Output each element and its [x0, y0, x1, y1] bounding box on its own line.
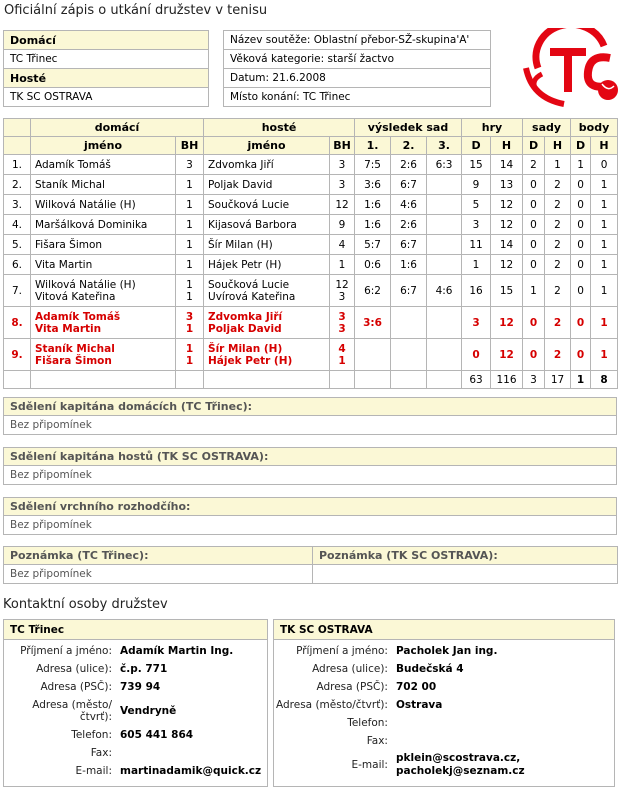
contact-field-label: Příjmení a jméno: — [20, 645, 112, 657]
home-bh-line: 1 — [185, 354, 194, 367]
home-players — [31, 275, 176, 307]
sets-home: 0 — [523, 175, 545, 195]
header-guest: hosté — [204, 119, 355, 137]
contact-field-label: Adresa (PSČ): — [316, 681, 388, 693]
guest-bh-line: 3 — [338, 290, 346, 303]
match-venue: Místo konání: TC Třinec — [224, 88, 491, 107]
home-player-line: Wilková Natálie (H) — [35, 278, 136, 291]
guest-captain-note — [3, 447, 617, 485]
home-players — [31, 175, 176, 195]
games-guest: 13 — [491, 175, 523, 195]
contact-row — [274, 642, 614, 660]
contact-row — [4, 660, 267, 678]
home-player-line: Staník Michal — [35, 178, 105, 191]
set-1-score: 3:6 — [355, 175, 391, 195]
points-guest: 1 — [591, 195, 618, 215]
home-bh — [176, 195, 204, 215]
guest-player-line: Uvírová Kateřina — [208, 290, 296, 303]
points-guest: 0 — [591, 155, 618, 175]
referee-note-title: Sdělení vrchního rozhodčího: — [4, 498, 617, 516]
total-sets-h: 17 — [545, 371, 571, 389]
guest-players — [204, 339, 330, 371]
matches-table — [3, 118, 618, 389]
set-3-score: 6:3 — [427, 155, 462, 175]
set-3-score — [427, 235, 462, 255]
age-category: Věková kategorie: starší žactvo — [224, 50, 491, 69]
home-bh — [176, 215, 204, 235]
guest-bh — [330, 215, 355, 235]
header-points-h: H — [591, 137, 618, 155]
header-set-1: 1. — [355, 137, 391, 155]
contact-field-label: Příjmení a jméno: — [296, 645, 388, 657]
set-3-score — [427, 339, 462, 371]
games-home: 16 — [462, 275, 491, 307]
sets-home: 0 — [523, 255, 545, 275]
match-number: 5. — [4, 235, 31, 255]
sets-guest: 1 — [545, 155, 571, 175]
guest-player-line: Poljak David — [208, 178, 273, 191]
header-home-name: jméno — [31, 137, 176, 155]
set-1-score: 7:5 — [355, 155, 391, 175]
guest-contact-box — [273, 619, 615, 787]
home-bh-line: 1 — [186, 198, 193, 211]
games-guest: 15 — [491, 275, 523, 307]
header-home: domácí — [31, 119, 204, 137]
contact-field-value: Pacholek Jan ing. — [395, 645, 498, 657]
set-3-score — [427, 215, 462, 235]
games-guest: 12 — [491, 215, 523, 235]
set-1-score: 1:6 — [355, 195, 391, 215]
points-home: 0 — [571, 195, 591, 215]
home-bh — [176, 175, 204, 195]
sets-guest: 2 — [545, 175, 571, 195]
guest-players — [204, 155, 330, 175]
set-2-score: 2:6 — [391, 215, 427, 235]
guest-players — [204, 215, 330, 235]
contact-row — [4, 696, 267, 726]
contact-field-label: Telefon: — [347, 717, 388, 729]
guest-player-line: Hájek Petr (H) — [208, 354, 293, 367]
games-guest: 12 — [491, 195, 523, 215]
home-players — [31, 195, 176, 215]
guest-remark-title: Poznámka (TK SC OSTRAVA): — [313, 547, 618, 565]
contact-field-value[interactable]: martinadamik@quick.cz — [120, 765, 262, 777]
contact-field-value: č.p. 771 — [120, 663, 168, 675]
contact-field-label: Telefon: — [71, 729, 112, 741]
points-guest: 1 — [591, 255, 618, 275]
games-home: 15 — [462, 155, 491, 175]
header-sets-h: H — [545, 137, 571, 155]
contact-field-value: 605 441 864 — [120, 729, 194, 741]
header-set-3: 3. — [427, 137, 462, 155]
sets-guest: 2 — [545, 275, 571, 307]
set-3-score — [427, 307, 462, 339]
guest-team-name: TK SC OSTRAVA — [4, 88, 209, 107]
games-home: 5 — [462, 195, 491, 215]
header-guest-bh: BH — [330, 137, 355, 155]
total-points-h: 8 — [591, 371, 618, 389]
home-player-line: Wilková Natálie (H) — [35, 198, 136, 211]
points-home: 0 — [571, 215, 591, 235]
home-captain-note-text: Bez připomínek — [4, 416, 617, 435]
home-bh-line: 1 — [186, 278, 193, 291]
home-player-line: Fišara Šimon — [35, 238, 103, 251]
match-row — [4, 307, 618, 339]
match-number: 9. — [4, 339, 31, 371]
set-3-score: 4:6 — [427, 275, 462, 307]
guest-players — [204, 275, 330, 307]
total-sets-d: 3 — [523, 371, 545, 389]
set-2-score: 6:7 — [391, 175, 427, 195]
contact-row — [274, 714, 614, 732]
games-guest: 12 — [491, 339, 523, 371]
header-guest-name: jméno — [204, 137, 330, 155]
guest-bh — [330, 339, 355, 371]
page-title: Oficiální zápis o utkání družstev v tenisu — [4, 3, 268, 18]
guest-bh — [330, 307, 355, 339]
set-3-score — [427, 175, 462, 195]
home-bh-line: 3 — [186, 158, 193, 171]
points-guest: 1 — [591, 215, 618, 235]
contacts-title: Kontaktní osoby družstev — [3, 597, 168, 612]
set-1-score: 3:6 — [355, 307, 391, 339]
games-home: 1 — [462, 255, 491, 275]
guest-bh — [330, 175, 355, 195]
contact-row — [4, 678, 267, 696]
guest-player-line: Součková Lucie — [208, 278, 290, 291]
set-1-score: 6:2 — [355, 275, 391, 307]
contact-row — [4, 726, 267, 744]
set-2-score: 6:7 — [391, 275, 427, 307]
sets-guest: 2 — [545, 255, 571, 275]
guest-bh-line: 12 — [335, 198, 349, 211]
games-guest: 12 — [491, 255, 523, 275]
contact-field-label: Adresa (PSČ): — [40, 681, 112, 693]
header-sets: sady — [523, 119, 571, 137]
guest-player-line: Poljak David — [208, 322, 282, 335]
home-bh — [176, 275, 204, 307]
points-home: 0 — [571, 235, 591, 255]
guest-player-line: Zdvomka Jiří — [208, 158, 274, 171]
guest-bh — [330, 195, 355, 215]
sets-guest: 2 — [545, 339, 571, 371]
contact-field-value: Ostrava — [395, 699, 443, 711]
set-2-score — [391, 339, 427, 371]
match-row — [4, 275, 618, 307]
match-number: 8. — [4, 307, 31, 339]
contact-field-label: E-mail: — [75, 765, 112, 777]
referee-note — [3, 497, 617, 535]
guest-bh-line: 3 — [338, 310, 346, 323]
guest-bh — [330, 275, 355, 307]
contact-field-value: 739 94 — [120, 681, 161, 693]
home-players — [31, 215, 176, 235]
guest-bh — [330, 155, 355, 175]
guest-captain-note-text: Bez připomínek — [4, 466, 617, 485]
home-remark-title: Poznámka (TC Třinec): — [4, 547, 313, 565]
games-home: 9 — [462, 175, 491, 195]
home-bh-line: 3 — [185, 310, 194, 323]
contact-field-label: Adresa (město/čtvrť): — [276, 699, 388, 711]
sets-home: 0 — [523, 339, 545, 371]
home-player-line: Vita Martin — [35, 258, 93, 271]
guest-bh-line: 3 — [338, 158, 346, 171]
home-remark-text: Bez připomínek — [4, 565, 313, 584]
home-players — [31, 255, 176, 275]
match-row — [4, 195, 618, 215]
set-2-score: 1:6 — [391, 255, 427, 275]
guest-player-line: Hájek Petr (H) — [208, 258, 282, 271]
sets-home: 2 — [523, 155, 545, 175]
sets-home: 0 — [523, 215, 545, 235]
home-bh — [176, 307, 204, 339]
points-guest: 1 — [591, 307, 618, 339]
match-date: Datum: 21.6.2008 — [224, 69, 491, 88]
set-1-score: 5:7 — [355, 235, 391, 255]
games-home: 3 — [462, 215, 491, 235]
contact-field-value: Budečská 4 — [395, 663, 464, 675]
home-bh — [176, 235, 204, 255]
match-number: 2. — [4, 175, 31, 195]
home-player-line: Adamík Tomáš — [35, 158, 111, 171]
points-home: 0 — [571, 339, 591, 371]
contact-field-label: E-mail: — [351, 759, 388, 771]
points-guest: 1 — [591, 175, 618, 195]
games-guest: 14 — [491, 235, 523, 255]
set-3-score — [427, 195, 462, 215]
home-player-line: Maršálková Dominika — [35, 218, 148, 231]
guest-players — [204, 175, 330, 195]
home-player-line: Adamík Tomáš — [35, 310, 121, 323]
guest-captain-note-title: Sdělení kapitána hostů (TK SC OSTRAVA): — [4, 448, 617, 466]
home-bh-line: 1 — [186, 218, 193, 231]
games-guest: 12 — [491, 307, 523, 339]
set-2-score: 2:6 — [391, 155, 427, 175]
guest-players — [204, 255, 330, 275]
home-contact-team: TC Třinec — [4, 620, 267, 640]
contact-field-value: Adamík Martin Ing. — [120, 645, 234, 657]
total-points-d: 1 — [571, 371, 591, 389]
home-player-line: Staník Michal — [35, 342, 115, 355]
match-row — [4, 155, 618, 175]
games-home: 0 — [462, 339, 491, 371]
points-guest: 1 — [591, 339, 618, 371]
contact-field-value[interactable]: pklein@scostrava.cz, pacholekj@seznam.cz — [395, 752, 525, 777]
guest-contact-team: TK SC OSTRAVA — [274, 620, 614, 640]
referee-note-text: Bez připomínek — [4, 516, 617, 535]
total-games-h: 116 — [491, 371, 523, 389]
contact-field-value: 702 00 — [395, 681, 437, 693]
sets-home: 1 — [523, 275, 545, 307]
home-contact-box — [3, 619, 268, 787]
contact-field-label: Adresa (město/čtvrť): — [32, 699, 112, 723]
games-home: 11 — [462, 235, 491, 255]
guest-player-line: Kijasová Barbora — [208, 218, 297, 231]
sets-guest: 2 — [545, 235, 571, 255]
points-home: 0 — [571, 307, 591, 339]
points-home: 0 — [571, 275, 591, 307]
guest-bh-line: 3 — [338, 178, 346, 191]
match-row — [4, 339, 618, 371]
home-players — [31, 339, 176, 371]
home-bh — [176, 255, 204, 275]
guest-bh — [330, 235, 355, 255]
sets-guest: 2 — [545, 307, 571, 339]
contact-field-label: Adresa (ulice): — [36, 663, 112, 675]
remarks-table — [3, 546, 618, 584]
guest-players — [204, 307, 330, 339]
games-home: 3 — [462, 307, 491, 339]
home-captain-note-title: Sdělení kapitána domácích (TC Třinec): — [4, 398, 617, 416]
contact-row — [274, 732, 614, 750]
contact-row — [274, 750, 614, 780]
points-guest: 1 — [591, 235, 618, 255]
match-number: 4. — [4, 215, 31, 235]
set-1-score — [355, 339, 391, 371]
guest-player-line: Šír Milan (H) — [208, 238, 273, 251]
guest-remark-text — [313, 565, 618, 584]
totals-row — [4, 371, 618, 389]
header-points: body — [571, 119, 618, 137]
contact-field-value — [394, 714, 614, 732]
club-logo-icon — [520, 28, 622, 108]
points-home: 0 — [571, 255, 591, 275]
home-bh-line: 1 — [186, 290, 193, 303]
home-players — [31, 235, 176, 255]
match-number: 1. — [4, 155, 31, 175]
guest-label: Hosté — [4, 69, 209, 88]
match-info-table — [223, 30, 491, 107]
sets-guest: 2 — [545, 195, 571, 215]
guest-players — [204, 235, 330, 255]
match-number: 6. — [4, 255, 31, 275]
contact-field-value — [118, 744, 267, 762]
guest-bh-line: 3 — [338, 322, 346, 335]
header-points-d: D — [571, 137, 591, 155]
contact-field-label: Fax: — [366, 735, 388, 747]
guest-player-line: Zdvomka Jiří — [208, 310, 283, 323]
guest-bh-line: 4 — [338, 342, 346, 355]
header-games-d: D — [462, 137, 491, 155]
match-row — [4, 255, 618, 275]
contact-row — [274, 696, 614, 714]
home-contact-table — [4, 642, 267, 780]
home-bh-line: 1 — [186, 238, 193, 251]
points-home: 0 — [571, 175, 591, 195]
points-guest: 1 — [591, 275, 618, 307]
home-player-line: Vitová Kateřina — [35, 290, 116, 303]
home-players — [31, 155, 176, 175]
guest-player-line: Součková Lucie — [208, 198, 290, 211]
contact-row — [4, 762, 267, 780]
home-player-line: Vita Martin — [35, 322, 102, 335]
total-games-d: 63 — [462, 371, 491, 389]
home-bh-line: 1 — [185, 342, 194, 355]
header-set-2: 2. — [391, 137, 427, 155]
home-bh — [176, 339, 204, 371]
home-player-line: Fišara Šimon — [35, 354, 112, 367]
contact-row — [4, 642, 267, 660]
contact-row — [274, 678, 614, 696]
match-row — [4, 215, 618, 235]
sets-home: 0 — [523, 307, 545, 339]
set-2-score — [391, 307, 427, 339]
home-bh-line: 1 — [186, 258, 193, 271]
teams-table — [3, 30, 209, 107]
sets-home: 0 — [523, 195, 545, 215]
competition-name: Název soutěže: Oblastní přebor-SŽ-skupina'A' — [224, 31, 491, 50]
home-bh-line: 1 — [185, 322, 194, 335]
contact-field-label: Fax: — [90, 747, 112, 759]
home-captain-note — [3, 397, 617, 435]
guest-players — [204, 195, 330, 215]
guest-bh-line: 1 — [338, 258, 346, 271]
guest-player-line: Šír Milan (H) — [208, 342, 283, 355]
set-2-score: 6:7 — [391, 235, 427, 255]
header-games: hry — [462, 119, 523, 137]
header-result: výsledek sad — [355, 119, 462, 137]
header-home-bh: BH — [176, 137, 204, 155]
match-number: 3. — [4, 195, 31, 215]
contact-row — [274, 660, 614, 678]
match-row — [4, 175, 618, 195]
home-players — [31, 307, 176, 339]
set-1-score: 0:6 — [355, 255, 391, 275]
sets-home: 0 — [523, 235, 545, 255]
guest-bh — [330, 255, 355, 275]
contact-field-value: Vendryně — [120, 705, 177, 717]
header-games-h: H — [491, 137, 523, 155]
guest-bh-line: 9 — [338, 218, 346, 231]
header-sets-d: D — [523, 137, 545, 155]
home-bh-line: 1 — [186, 178, 193, 191]
points-home: 1 — [571, 155, 591, 175]
guest-bh-line: 12 — [335, 278, 349, 291]
contact-field-value — [394, 732, 614, 750]
contact-row — [4, 744, 267, 762]
sets-guest: 2 — [545, 215, 571, 235]
games-guest: 14 — [491, 155, 523, 175]
contact-field-label: Adresa (ulice): — [312, 663, 388, 675]
match-number: 7. — [4, 275, 31, 307]
home-bh — [176, 155, 204, 175]
set-2-score: 4:6 — [391, 195, 427, 215]
guest-bh-line: 4 — [338, 238, 346, 251]
guest-bh-line: 1 — [338, 354, 346, 367]
guest-contact-table — [274, 642, 614, 780]
set-1-score: 1:6 — [355, 215, 391, 235]
set-3-score — [427, 255, 462, 275]
match-row — [4, 235, 618, 255]
home-label: Domácí — [4, 31, 209, 50]
home-team-name: TC Třinec — [4, 50, 209, 69]
